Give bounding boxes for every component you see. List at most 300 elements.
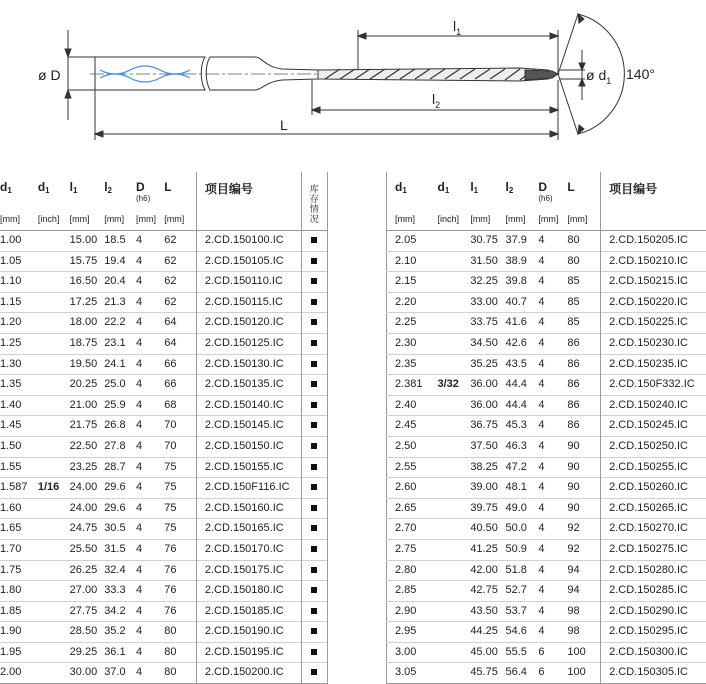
table-row <box>387 457 706 478</box>
cell-code: 2.CD.150150.IC <box>196 436 301 457</box>
cell-d1: 2.25 <box>387 313 438 334</box>
cell-D: 6 <box>538 642 567 663</box>
cell-L: 75 <box>164 457 196 478</box>
cell-inch <box>437 642 470 663</box>
stock-indicator <box>301 539 327 560</box>
cell-l1: 36.00 <box>470 375 505 396</box>
table-row <box>387 478 706 499</box>
col-L: L <box>567 172 600 208</box>
cell-inch <box>437 313 470 334</box>
col-stock: 库存情况 <box>301 172 327 231</box>
table-row <box>0 272 328 293</box>
table-row <box>0 560 328 581</box>
cell-code: 2.CD.150255.IC <box>601 457 706 478</box>
cell-code: 2.CD.150275.IC <box>601 539 706 560</box>
table-row <box>0 395 328 416</box>
cell-inch <box>437 251 470 272</box>
cell-l1: 33.00 <box>470 292 505 313</box>
cell-D: 4 <box>136 375 164 396</box>
cell-l2: 41.6 <box>506 313 539 334</box>
table-row <box>0 375 328 396</box>
cell-inch <box>437 292 470 313</box>
cell-l1: 36.75 <box>470 416 505 437</box>
cell-l2: 42.6 <box>506 333 539 354</box>
cell-d1: 2.35 <box>387 354 438 375</box>
in-stock-square-icon <box>311 237 317 243</box>
cell-d1: 2.75 <box>387 539 438 560</box>
cell-l2: 52.7 <box>506 581 539 602</box>
cell-l1: 35.25 <box>470 354 505 375</box>
cell-l1: 23.25 <box>70 457 105 478</box>
cell-D: 4 <box>538 560 567 581</box>
unit-mm: [mm] <box>104 208 136 231</box>
cell-d1: 2.50 <box>387 436 438 457</box>
cell-l2: 20.4 <box>104 272 136 293</box>
table-row <box>0 354 328 375</box>
cell-L: 92 <box>567 519 600 540</box>
cell-L: 100 <box>567 663 600 684</box>
cell-d1: 1.95 <box>0 642 38 663</box>
cell-L: 85 <box>567 292 600 313</box>
cell-inch <box>437 231 470 252</box>
cell-D: 4 <box>538 539 567 560</box>
cell-d1: 2.15 <box>387 272 438 293</box>
cell-code: 2.CD.150190.IC <box>196 622 301 643</box>
in-stock-square-icon <box>311 258 317 264</box>
cell-l1: 24.75 <box>70 519 105 540</box>
cell-d1: 1.60 <box>0 498 38 519</box>
cell-code: 2.CD.150170.IC <box>196 539 301 560</box>
col-l2: $l_2$ <box>104 172 136 208</box>
cell-d1: 2.60 <box>387 478 438 499</box>
in-stock-square-icon <box>311 484 317 490</box>
cell-D: 4 <box>538 416 567 437</box>
cell-code: 2.CD.150215.IC <box>601 272 706 293</box>
cell-D: 6 <box>538 663 567 684</box>
cell-L: 62 <box>164 292 196 313</box>
cell-L: 85 <box>567 272 600 293</box>
cell-l1: 33.75 <box>470 313 505 334</box>
cell-code: 2.CD.150260.IC <box>601 478 706 499</box>
col-D: D (h6) <box>136 172 164 208</box>
table-row <box>0 539 328 560</box>
cell-l1: 30.75 <box>470 231 505 252</box>
cell-L: 98 <box>567 601 600 622</box>
cell-code: 2.CD.150280.IC <box>601 560 706 581</box>
cell-L: 86 <box>567 333 600 354</box>
cell-code: 2.CD.150155.IC <box>196 457 301 478</box>
table-row <box>387 642 706 663</box>
unit-mm: [mm] <box>470 208 505 231</box>
table-row <box>0 436 328 457</box>
cell-inch <box>437 581 470 602</box>
cell-l1: 27.75 <box>70 601 105 622</box>
cell-l1: 38.25 <box>470 457 505 478</box>
stock-indicator <box>301 272 327 293</box>
cell-D: 4 <box>538 231 567 252</box>
cell-inch <box>38 560 70 581</box>
unit-mm: [mm] <box>164 208 196 231</box>
table-row <box>0 498 328 519</box>
stock-indicator <box>301 498 327 519</box>
cell-L: 85 <box>567 313 600 334</box>
cell-l2: 45.3 <box>506 416 539 437</box>
cell-inch <box>38 601 70 622</box>
cell-L: 90 <box>567 478 600 499</box>
cell-inch <box>38 622 70 643</box>
cell-l2: 34.2 <box>104 601 136 622</box>
cell-inch <box>38 251 70 272</box>
cell-D: 4 <box>538 272 567 293</box>
cell-l1: 37.50 <box>470 436 505 457</box>
cell-l2: 36.1 <box>104 642 136 663</box>
cell-D: 4 <box>136 333 164 354</box>
cell-l1: 26.25 <box>70 560 105 581</box>
cell-L: 80 <box>164 663 196 684</box>
cell-l2: 18.5 <box>104 231 136 252</box>
table-row <box>387 560 706 581</box>
cell-D: 4 <box>136 663 164 684</box>
cell-d1: 1.80 <box>0 581 38 602</box>
cell-inch <box>437 416 470 437</box>
cell-l1: 18.00 <box>70 313 105 334</box>
cell-inch <box>437 663 470 684</box>
table-row <box>387 498 706 519</box>
cell-l2: 28.7 <box>104 457 136 478</box>
col-d1: $d_1$ <box>0 172 38 208</box>
cell-code: 2.CD.150100.IC <box>196 231 301 252</box>
stock-indicator <box>301 436 327 457</box>
table-row <box>0 292 328 313</box>
cell-code: 2.CD.150200.IC <box>196 663 301 684</box>
cell-inch <box>38 498 70 519</box>
cell-l2: 44.4 <box>506 395 539 416</box>
table-row <box>387 395 706 416</box>
cell-L: 68 <box>164 395 196 416</box>
cell-d1: 2.05 <box>387 231 438 252</box>
table-row <box>0 313 328 334</box>
cell-L: 90 <box>567 498 600 519</box>
cell-code: 2.CD.150210.IC <box>601 251 706 272</box>
cell-code: 2.CD.150195.IC <box>196 642 301 663</box>
in-stock-square-icon <box>311 649 317 655</box>
cell-inch <box>38 354 70 375</box>
cell-l1: 30.00 <box>70 663 105 684</box>
in-stock-square-icon <box>311 546 317 552</box>
cell-L: 76 <box>164 560 196 581</box>
unit-mm: [mm] <box>538 208 567 231</box>
cell-l1: 25.50 <box>70 539 105 560</box>
stock-indicator <box>301 416 327 437</box>
cell-d1: 1.30 <box>0 354 38 375</box>
cell-L: 86 <box>567 354 600 375</box>
cell-inch <box>38 663 70 684</box>
cell-l2: 46.3 <box>506 436 539 457</box>
cell-inch <box>437 519 470 540</box>
col-inch-d1: $d_1$ <box>437 172 470 208</box>
stock-indicator <box>301 560 327 581</box>
unit-empty <box>601 208 706 231</box>
cell-code: 2.CD.150175.IC <box>196 560 301 581</box>
cell-code: 2.CD.150160.IC <box>196 498 301 519</box>
col-inch-d1: $d_1$ <box>38 172 70 208</box>
cell-l2: 47.2 <box>506 457 539 478</box>
unit-mm: [mm] <box>387 208 438 231</box>
cell-l1: 15.00 <box>70 231 105 252</box>
cell-inch <box>437 498 470 519</box>
cell-L: 92 <box>567 539 600 560</box>
cell-D: 4 <box>136 519 164 540</box>
in-stock-square-icon <box>311 422 317 428</box>
cell-l1: 18.75 <box>70 333 105 354</box>
cell-code: 2.CD.150295.IC <box>601 622 706 643</box>
unit-inch: [inch] <box>38 208 70 231</box>
cell-D: 4 <box>538 519 567 540</box>
unit-mm: [mm] <box>0 208 38 231</box>
cell-d1: 2.30 <box>387 333 438 354</box>
cell-l1: 19.50 <box>70 354 105 375</box>
in-stock-square-icon <box>311 525 317 531</box>
cell-d1: 1.587 <box>0 478 38 499</box>
cell-code: 2.CD.150110.IC <box>196 272 301 293</box>
cell-L: 86 <box>567 375 600 396</box>
cell-l1: 17.25 <box>70 292 105 313</box>
in-stock-square-icon <box>311 299 317 305</box>
cell-D: 4 <box>538 581 567 602</box>
spec-table-left <box>0 172 328 684</box>
cell-code: 2.CD.150125.IC <box>196 333 301 354</box>
cell-code: 2.CD.150140.IC <box>196 395 301 416</box>
cell-l2: 29.6 <box>104 478 136 499</box>
cell-D: 4 <box>136 395 164 416</box>
stock-indicator <box>301 395 327 416</box>
cell-code: 2.CD.150F332.IC <box>601 375 706 396</box>
stock-indicator <box>301 622 327 643</box>
cell-D: 4 <box>136 251 164 272</box>
table-row <box>0 231 328 252</box>
cell-inch <box>38 581 70 602</box>
cell-code: 2.CD.150F116.IC <box>196 478 301 499</box>
cell-D: 4 <box>538 457 567 478</box>
cell-l2: 50.9 <box>506 539 539 560</box>
table-row <box>387 539 706 560</box>
cell-d1: 2.20 <box>387 292 438 313</box>
cell-d1: 1.10 <box>0 272 38 293</box>
cell-code: 2.CD.150305.IC <box>601 663 706 684</box>
cell-D: 4 <box>538 251 567 272</box>
cell-inch <box>38 313 70 334</box>
cell-d1: 1.45 <box>0 416 38 437</box>
cell-code: 2.CD.150225.IC <box>601 313 706 334</box>
cell-l2: 56.4 <box>506 663 539 684</box>
cell-code: 2.CD.150265.IC <box>601 498 706 519</box>
cell-l1: 24.00 <box>70 498 105 519</box>
cell-D: 4 <box>538 375 567 396</box>
cell-l2: 51.8 <box>506 560 539 581</box>
col-l1: $l_1$ <box>470 172 505 208</box>
cell-d1: 1.55 <box>0 457 38 478</box>
cell-l2: 30.5 <box>104 519 136 540</box>
cell-D: 4 <box>136 436 164 457</box>
cell-l2: 48.1 <box>506 478 539 499</box>
table-row <box>0 457 328 478</box>
cell-code: 2.CD.150130.IC <box>196 354 301 375</box>
cell-l1: 45.75 <box>470 663 505 684</box>
cell-code: 2.CD.150270.IC <box>601 519 706 540</box>
diameter-d1-label: ø $d_1$ <box>586 67 611 86</box>
cell-D: 4 <box>538 292 567 313</box>
cell-inch <box>437 333 470 354</box>
cell-l2: 40.7 <box>506 292 539 313</box>
cell-inch <box>437 601 470 622</box>
cell-d1: 2.70 <box>387 519 438 540</box>
cell-d1: 1.85 <box>0 601 38 622</box>
table-row <box>0 251 328 272</box>
cell-l1: 36.00 <box>470 395 505 416</box>
cell-inch <box>437 395 470 416</box>
cell-L: 64 <box>164 313 196 334</box>
cell-D: 4 <box>136 231 164 252</box>
cell-D: 4 <box>538 333 567 354</box>
cell-inch <box>38 375 70 396</box>
cell-L: 70 <box>164 416 196 437</box>
cell-L: 90 <box>567 436 600 457</box>
spec-table-right <box>386 172 706 684</box>
cell-l2: 55.5 <box>506 642 539 663</box>
col-L: L <box>164 172 196 208</box>
cell-L: 76 <box>164 581 196 602</box>
cell-l1: 22.50 <box>70 436 105 457</box>
cell-D: 4 <box>136 581 164 602</box>
cell-L: 80 <box>164 642 196 663</box>
cell-l1: 16.50 <box>70 272 105 293</box>
cell-L: 80 <box>567 251 600 272</box>
stock-indicator <box>301 375 327 396</box>
table-row <box>387 519 706 540</box>
cell-L: 90 <box>567 457 600 478</box>
in-stock-square-icon <box>311 669 317 675</box>
cell-l2: 25.9 <box>104 395 136 416</box>
cell-d1: 2.95 <box>387 622 438 643</box>
cell-D: 4 <box>136 642 164 663</box>
cell-l1: 28.50 <box>70 622 105 643</box>
table-row <box>387 292 706 313</box>
cell-code: 2.CD.150205.IC <box>601 231 706 252</box>
cell-d1: 3.00 <box>387 642 438 663</box>
cell-l1: 15.75 <box>70 251 105 272</box>
cell-L: 66 <box>164 375 196 396</box>
cell-code: 2.CD.150250.IC <box>601 436 706 457</box>
cell-l2: 54.6 <box>506 622 539 643</box>
cell-l2: 35.2 <box>104 622 136 643</box>
unit-mm: [mm] <box>70 208 105 231</box>
col-l1: $l_1$ <box>70 172 105 208</box>
cell-l2: 38.9 <box>506 251 539 272</box>
stock-indicator <box>301 457 327 478</box>
cell-code: 2.CD.150290.IC <box>601 601 706 622</box>
col-code: 项目编号 <box>196 172 301 208</box>
cell-d1: 1.70 <box>0 539 38 560</box>
cell-L: 70 <box>164 436 196 457</box>
cell-code: 2.CD.150300.IC <box>601 642 706 663</box>
cell-l2: 27.8 <box>104 436 136 457</box>
cell-D: 4 <box>538 622 567 643</box>
cell-d1: 1.15 <box>0 292 38 313</box>
cell-d1: 2.10 <box>387 251 438 272</box>
cell-d1: 2.65 <box>387 498 438 519</box>
cell-L: 86 <box>567 395 600 416</box>
cell-d1: 1.05 <box>0 251 38 272</box>
stock-indicator <box>301 333 327 354</box>
table-row <box>0 519 328 540</box>
cell-l1: 21.75 <box>70 416 105 437</box>
cell-d1: 2.90 <box>387 601 438 622</box>
unit-mm: [mm] <box>506 208 539 231</box>
cell-l1: 32.25 <box>470 272 505 293</box>
table-row <box>387 375 706 396</box>
cell-code: 2.CD.150145.IC <box>196 416 301 437</box>
cell-l2: 23.1 <box>104 333 136 354</box>
table-row <box>387 581 706 602</box>
cell-inch <box>437 539 470 560</box>
cell-inch <box>38 539 70 560</box>
cell-code: 2.CD.150135.IC <box>196 375 301 396</box>
cell-code: 2.CD.150105.IC <box>196 251 301 272</box>
cell-inch <box>437 436 470 457</box>
cell-D: 4 <box>538 498 567 519</box>
l1-label: $l_1$ <box>453 18 461 37</box>
cell-l1: 24.00 <box>70 478 105 499</box>
cell-l2: 33.3 <box>104 581 136 602</box>
unit-mm: [mm] <box>567 208 600 231</box>
table-row <box>0 581 328 602</box>
cell-d1: 2.45 <box>387 416 438 437</box>
cell-l2: 26.8 <box>104 416 136 437</box>
table-row <box>387 251 706 272</box>
in-stock-square-icon <box>311 628 317 634</box>
cell-l2: 24.1 <box>104 354 136 375</box>
cell-inch <box>437 457 470 478</box>
cell-d1: 1.40 <box>0 395 38 416</box>
cell-inch <box>38 436 70 457</box>
cell-inch <box>38 416 70 437</box>
cell-D: 4 <box>538 313 567 334</box>
cell-l1: 42.00 <box>470 560 505 581</box>
col-code: 项目编号 <box>601 172 706 208</box>
l2-label: $l_2$ <box>432 91 440 110</box>
cell-d1: 1.35 <box>0 375 38 396</box>
cell-code: 2.CD.150180.IC <box>196 581 301 602</box>
cell-d1: 1.90 <box>0 622 38 643</box>
cell-inch <box>437 622 470 643</box>
unit-mm: [mm] <box>136 208 164 231</box>
cell-inch <box>38 272 70 293</box>
cell-L: 94 <box>567 581 600 602</box>
cell-l2: 50.0 <box>506 519 539 540</box>
unit-inch: [inch] <box>437 208 470 231</box>
cell-l1: 21.00 <box>70 395 105 416</box>
cell-l1: 29.25 <box>70 642 105 663</box>
cell-d1: 2.80 <box>387 560 438 581</box>
cell-inch <box>38 457 70 478</box>
cell-l2: 19.4 <box>104 251 136 272</box>
L-label: L <box>280 117 288 133</box>
cell-L: 76 <box>164 601 196 622</box>
cell-inch: 3/32 <box>437 375 470 396</box>
cell-D: 4 <box>538 395 567 416</box>
cell-l1: 40.50 <box>470 519 505 540</box>
cell-L: 62 <box>164 272 196 293</box>
